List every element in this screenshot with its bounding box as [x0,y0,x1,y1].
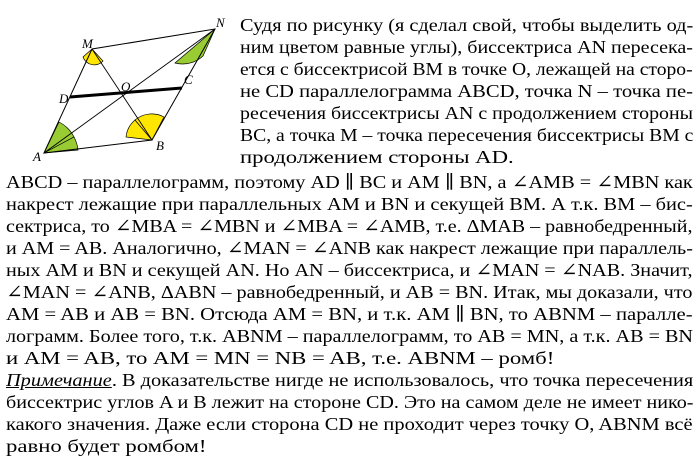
note-label: Примечание [6,370,112,390]
text-line: ется с биссектрисой BM в точке O, лежащей на сторо- [240,59,693,79]
text-line: и AM = AB. Аналогично, ∠MAN = ∠ANB как накрест лежащие при параллель- [6,238,693,258]
text-line: Судя по рисунку (я сделал свой, чтобы выделить од- [240,15,694,35]
label-a: A [33,149,41,164]
text-line: биссектрис углов A и B лежит на стороне CD. Это на самом деле не имеет нико- [6,392,694,412]
text-line: какого значения. Даже если сторона CD не проходит через точку O, ABNM всё [6,414,693,434]
parallelogram-figure [0,0,235,170]
text-line: ним цветом равные углы), биссектриса AN пересека- [240,37,693,57]
label-b: B [156,138,164,153]
label-o: O [121,79,131,94]
note-line [6,370,693,390]
label-n: N [216,15,225,30]
note-text: . В доказательстве нигде не использовалось, что точка пересечения [111,370,694,390]
text-line: ABCD – параллелограмм, поэтому AD ∥ BC и AM ∥ BN, а ∠AMB = ∠MBN как [6,172,693,192]
text-line: сектриса, то ∠MBA = ∠MBN и ∠MBA = ∠AMB, т.е. ΔMAB – равнобедренный, [6,216,693,236]
text-line: ресечения биссектрисы AN с продолжением стороны [240,103,694,123]
text-line: BC, а точка M – точка пересечения биссектрисы BM с [240,125,694,145]
text-line: продолжением стороны AD. [240,147,514,167]
label-d: D [59,91,69,106]
text-line: равно будет ромбом! [6,436,207,456]
label-m: M [82,36,93,51]
text-line: и AM = AB, то AM = MN = NB = AB, т.е. ABNM – ромб! [6,348,555,368]
text-line: ∠MAN = ∠ANB, ΔABN – равнобедренный, и AB = BN. Итак, мы доказали, что [6,282,693,302]
text-line: накрест лежащие при параллельных AM и BN и секущей BM. А т.к. BM – бис- [6,194,693,214]
text-line: AM = AB и AB = BN. Отсюда AM = BN, и т.к. AM ∥ BN, то ABNM – паралле- [6,304,693,324]
text-line: не CD параллелограмма ABCD, точка N – точка пе- [240,81,693,101]
geometry-diagram [0,0,235,170]
text-line: лограмм. Более того, т.к. ABNM – параллелограмм, то AB = MN, а т.к. AB = BN [6,326,693,346]
text-line: ных AM и BN и секущей AN. Но AN – биссектриса, и ∠MAN = ∠NAB. Значит, [6,260,693,280]
label-c: C [184,72,193,87]
